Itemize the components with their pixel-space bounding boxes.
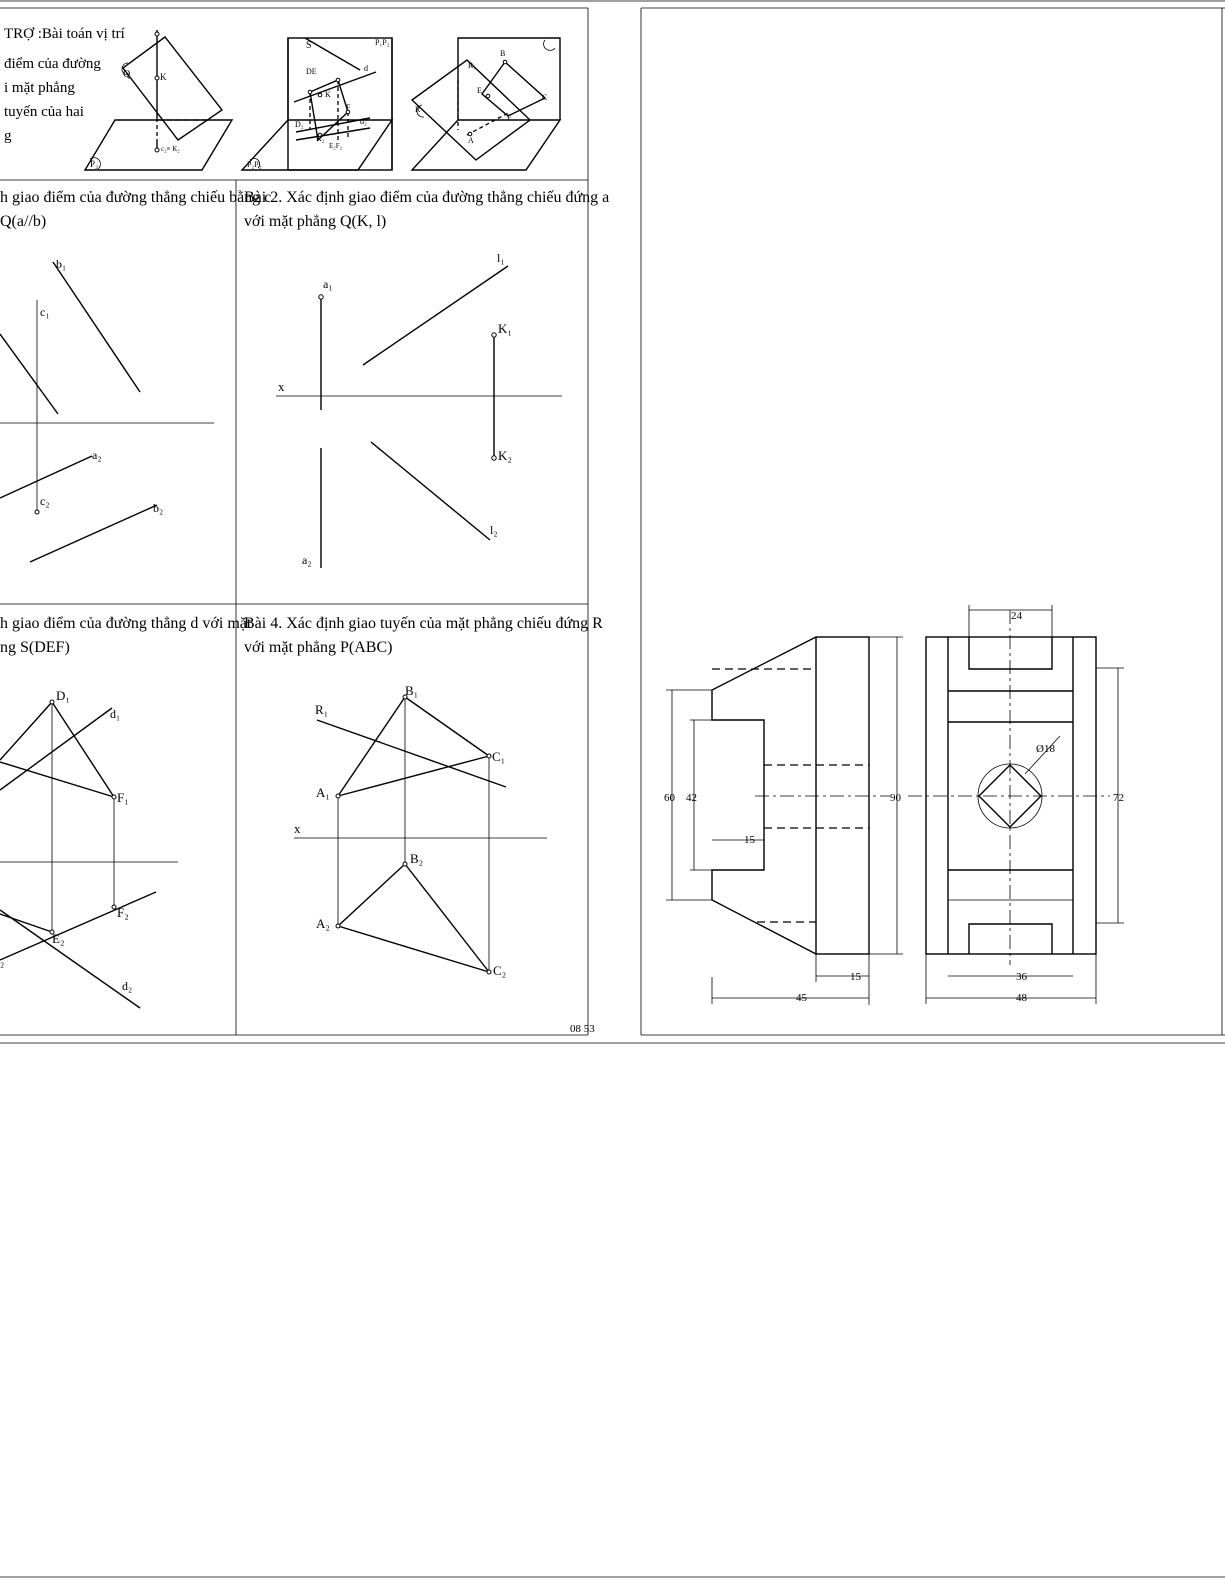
fig3-label-b: B — [500, 49, 506, 58]
problem1-label-b2: b₂ — [153, 501, 164, 515]
problem2-title-2: với mặt phẳng Q(K, l) — [244, 213, 387, 230]
problem1-title-2: Q(a//b) — [0, 213, 47, 230]
problem2-title-1: Bài 2. Xác định giao điểm của đường thẳng chiếu đứng a — [244, 189, 610, 206]
header-line-4: g — [4, 128, 12, 144]
problem3-title-1: h giao điểm của đường thẳng d với mặt — [0, 615, 252, 632]
problem4-label-a2: A₂ — [316, 916, 330, 931]
header-title: TRỢ :Bài toán vị trí — [4, 26, 125, 42]
problem4-label-b1: B₁ — [405, 683, 419, 698]
dim-24: 24 — [1011, 610, 1022, 622]
dim-45: 45 — [796, 992, 807, 1004]
page-number: 08 53 — [570, 1023, 595, 1035]
problem4-label-c2: C₂ — [493, 963, 507, 978]
dim-90: 90 — [890, 792, 901, 804]
problem3-label-f2: F₂ — [117, 905, 129, 920]
fig2-label-d: d — [364, 64, 368, 73]
fig2-label-k: K — [325, 90, 331, 99]
problem4-label-b2: B₂ — [410, 851, 424, 866]
figure-3-two-planes — [412, 38, 560, 170]
problem3-label-d1: D₁ — [56, 688, 70, 703]
fig1-label-q: Q — [123, 69, 131, 80]
problem2-label-k2: K₂ — [498, 448, 512, 463]
problem3-label-d2: ₂ — [0, 954, 5, 968]
problem-3 — [0, 615, 252, 1008]
fig3-label-r1: R₁ — [468, 61, 477, 70]
header-line-3: tuyến của hai — [4, 104, 84, 120]
fig1-label-c2k2: c₂≡ K₂ — [161, 145, 180, 153]
fig3-label-c: C — [542, 93, 548, 102]
problem2-label-l1: l₁ — [497, 251, 505, 265]
problem3-label-dd1: d₁ — [110, 707, 121, 721]
problem4-label-x: x — [294, 821, 301, 836]
problem4-label-a1: A₁ — [316, 785, 330, 800]
fig2-label-f: F — [346, 103, 351, 112]
fig1-label-p2: P₂ — [90, 159, 99, 169]
fig2-label-d2b: d₂ — [360, 117, 367, 126]
fig3-label-f: F — [507, 113, 512, 122]
dim-72: 72 — [1113, 792, 1124, 804]
problem1-label-c2: c₂ — [40, 494, 50, 508]
fig2-label-p2p2: P₂P₂ — [247, 160, 262, 169]
dim-36: 36 — [1016, 971, 1027, 983]
problem3-label-dd2: d₂ — [122, 979, 133, 993]
fig3-label-r: R — [415, 105, 421, 114]
problem2-label-k1: K₁ — [498, 321, 512, 336]
fig2-label-d2: D₂ — [295, 120, 304, 129]
problem2-label-a2: a₂ — [302, 553, 312, 567]
problem2-label-a1: a₁ — [323, 277, 333, 291]
problem2-label-l2: l₂ — [490, 523, 498, 537]
header-line-1: điểm của đường — [4, 56, 101, 72]
fig1-label-k: K — [160, 72, 167, 82]
fig2-label-de: DE — [306, 67, 317, 76]
dim-60: 60 — [664, 792, 675, 804]
fig2-label-e2f2: E₂F₂ — [329, 142, 343, 150]
problem-2 — [244, 189, 609, 568]
problem-4 — [244, 615, 603, 978]
problem1-label-b1: b₁ — [56, 257, 67, 271]
problem3-label-f1: F₁ — [117, 790, 129, 805]
dim-15a: 15 — [744, 834, 755, 846]
dim-15b: 15 — [850, 971, 861, 983]
problem4-title-2: với mặt phẳng P(ABC) — [244, 639, 393, 656]
problem1-label-c1: c₁ — [40, 305, 50, 319]
dim-48: 48 — [1016, 992, 1027, 1004]
problem4-label-c1: C₁ — [492, 749, 506, 764]
fig2-label-k2: K₂ — [316, 134, 325, 143]
problem1-title-1: h giao điểm của đường thẳng chiếu bằng c — [0, 189, 272, 206]
problem3-label-e2: E₂ — [52, 931, 65, 946]
fig3-label-a: A — [468, 136, 474, 145]
problem2-label-x: x — [278, 379, 285, 394]
fig2-label-s: S — [306, 40, 312, 51]
dim-o18: Ø18 — [1036, 743, 1055, 755]
fig3-label-e: E — [477, 86, 482, 95]
problem1-label-a2: a₂ — [92, 448, 102, 462]
figure-2-line-triangle — [242, 38, 392, 170]
header-line-2: i mặt phẳng — [4, 80, 75, 96]
problem-1 — [0, 189, 271, 562]
fig2-label-p1p2: P₁P₂ — [375, 38, 390, 47]
problem3-title-2: ng S(DEF) — [0, 639, 70, 656]
header-text — [4, 26, 125, 144]
problem4-label-r1: R₁ — [315, 702, 329, 717]
figure-1-line-plane — [85, 30, 232, 170]
dim-42: 42 — [686, 792, 697, 804]
technical-drawing — [664, 605, 1124, 1005]
problem4-title-1: Bài 4. Xác định giao tuyến của mặt phẳng chiếu đứng R — [244, 615, 603, 632]
